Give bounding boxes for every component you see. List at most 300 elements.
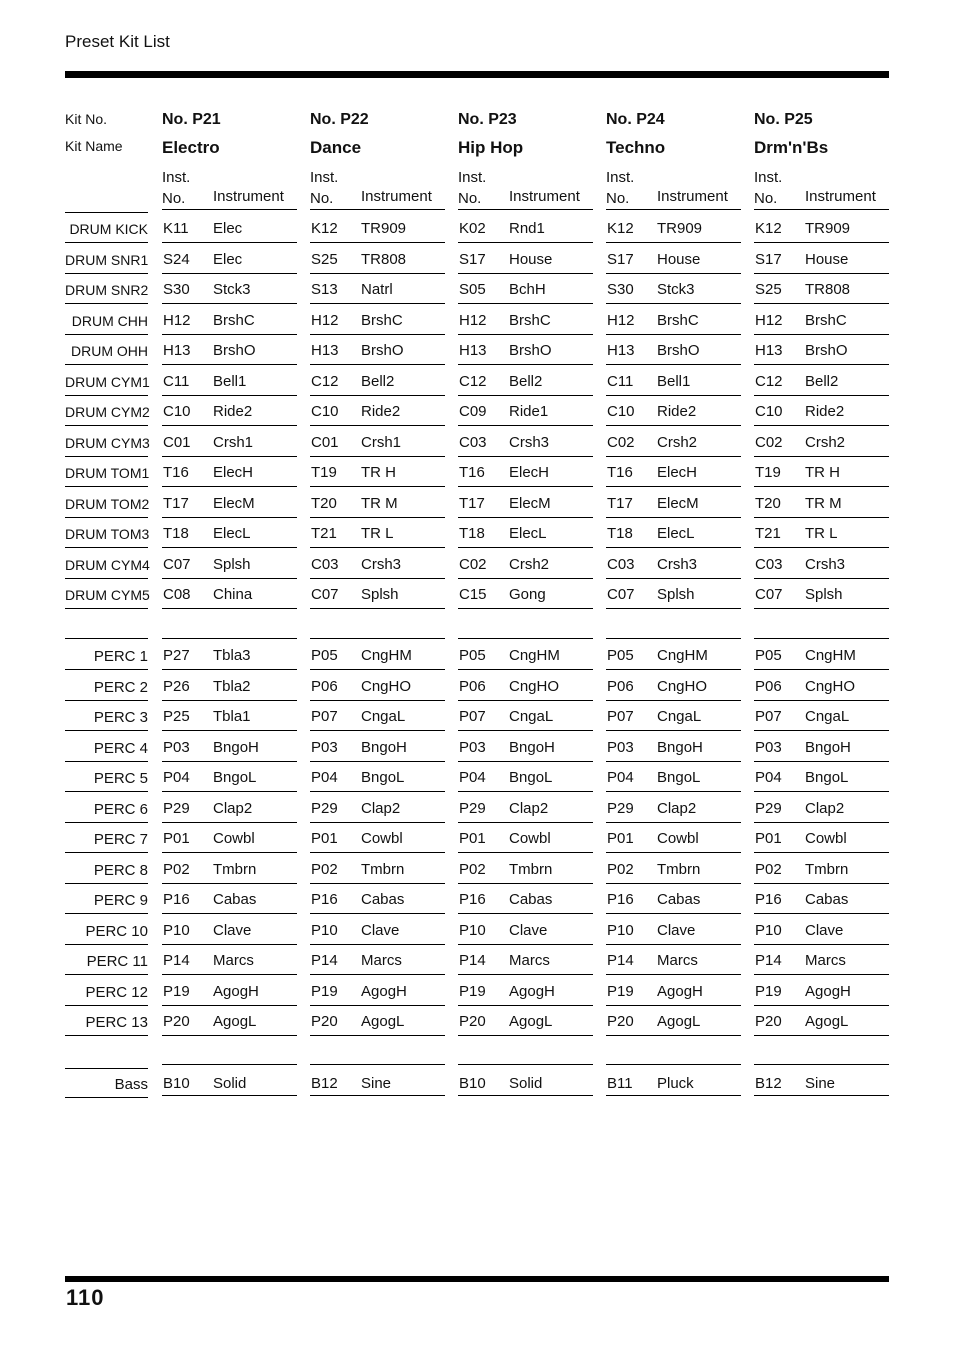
inst-number: K02 (459, 220, 486, 237)
row-label: DRUM CYM5 (65, 587, 150, 603)
inst-number: S30 (163, 281, 190, 298)
row-rule (606, 669, 741, 670)
row-label: DRUM CYM3 (65, 434, 150, 451)
inst-number: C07 (755, 586, 783, 603)
section-rule (754, 1064, 889, 1065)
inst-number: P06 (607, 677, 634, 695)
row-rule (310, 486, 445, 487)
inst-number: P25 (163, 708, 190, 725)
inst-number: C09 (459, 403, 487, 420)
kit-column-header (310, 111, 445, 211)
row-rule (65, 303, 148, 304)
inst-no-header: Inst. No. (310, 169, 339, 207)
instrument-name: AgogH (361, 982, 407, 1000)
row-rule (310, 273, 445, 274)
instrument-name: Tmbrn (213, 860, 257, 878)
row-rule (310, 364, 445, 365)
kit-column-header (754, 111, 889, 211)
row-rule (458, 395, 593, 396)
instrument-name: TR H (361, 464, 396, 481)
instrument-name: Elec (213, 220, 243, 237)
inst-number: C12 (311, 372, 339, 390)
instrument-header: Instrument (509, 188, 580, 205)
instrument-name: Splsh (805, 586, 843, 603)
inst-number: T17 (163, 494, 189, 512)
row-rule (458, 608, 593, 609)
row-rule (65, 456, 148, 457)
row-rule (65, 242, 148, 243)
instrument-name: Stck3 (213, 281, 251, 298)
kit-no-label: Kit No. (65, 111, 108, 127)
row-rule (754, 944, 889, 945)
inst-number: T20 (311, 494, 337, 512)
row-rule (458, 974, 593, 975)
row-rule (310, 822, 445, 823)
row-rule (310, 1005, 445, 1006)
row-rule (606, 852, 741, 853)
inst-number: P10 (311, 921, 338, 939)
row-rule (458, 364, 593, 365)
row-rule (606, 730, 741, 731)
row-rule (65, 486, 148, 487)
instrument-name: TR909 (657, 220, 703, 237)
row-rule (162, 791, 297, 792)
row-rule (458, 822, 593, 823)
instrument-name: Marcs (805, 952, 846, 969)
instrument-name: Cowbl (361, 830, 403, 847)
row-rule (606, 608, 741, 609)
inst-number: P06 (311, 677, 338, 695)
inst-number: K12 (311, 220, 338, 237)
row-label: PERC 13 (85, 1014, 148, 1031)
inst-number: C10 (755, 403, 783, 420)
row-label: PERC 1 (93, 648, 148, 665)
inst-number: P19 (163, 982, 190, 1000)
instrument-name: Clap2 (509, 799, 549, 817)
row-label: PERC 2 (93, 678, 148, 696)
instrument-name: Bell1 (657, 372, 691, 390)
section-rule (65, 638, 148, 639)
inst-number: P02 (459, 860, 486, 878)
row-rule (458, 761, 593, 762)
row-rule (754, 883, 889, 884)
inst-number: P04 (755, 769, 782, 786)
inst-number: P10 (755, 921, 782, 939)
row-rule (606, 303, 741, 304)
inst-number: P20 (459, 1013, 486, 1030)
row-label: PERC 11 (86, 953, 148, 970)
row-label: DRUM OHH (71, 343, 148, 359)
row-rule (754, 273, 889, 274)
row-rule (310, 303, 445, 304)
instrument-name: House (805, 250, 849, 268)
inst-number: P01 (755, 830, 782, 847)
instrument-name: Cabas (805, 891, 849, 908)
row-rule (754, 1095, 889, 1096)
row-rule (162, 1005, 297, 1006)
row-rule (162, 944, 297, 945)
instrument-name: Cabas (509, 891, 553, 908)
kit-column-header (162, 111, 297, 211)
instrument-name: Crsh2 (509, 555, 550, 573)
instrument-name: TR H (805, 464, 840, 481)
instrument-name: ElecM (509, 494, 551, 512)
row-rule (65, 761, 148, 762)
instrument-name: Solid (213, 1075, 247, 1092)
instrument-name: Stck3 (657, 281, 695, 298)
row-rule (162, 822, 297, 823)
instrument-name: BrshC (361, 311, 403, 329)
inst-number: C01 (311, 433, 339, 451)
inst-no-header: Inst. No. (458, 169, 487, 207)
inst-no-header: Inst. No. (606, 169, 635, 207)
inst-number: H13 (163, 342, 191, 359)
instrument-name: Crsh1 (213, 433, 254, 451)
row-rule (310, 242, 445, 243)
row-rule (606, 364, 741, 365)
row-rule (606, 761, 741, 762)
instrument-name: Marcs (657, 952, 698, 969)
row-rule (310, 883, 445, 884)
instrument-name: AgogL (213, 1013, 257, 1030)
instrument-name: Clave (213, 921, 252, 939)
instrument-name: Splsh (657, 586, 695, 603)
instrument-name: House (509, 250, 553, 268)
row-rule (754, 974, 889, 975)
inst-number: P10 (459, 921, 486, 939)
row-rule (65, 883, 148, 884)
instrument-name: Clap2 (361, 799, 401, 817)
row-rule (65, 852, 148, 853)
kit-number: No. P25 (754, 111, 813, 128)
inst-number: P10 (607, 921, 634, 939)
inst-number: S13 (311, 281, 338, 298)
row-rule (65, 669, 148, 670)
row-rule (754, 700, 889, 701)
instrument-name: TR L (805, 525, 838, 542)
kit-column-header (458, 111, 593, 211)
instrument-name: Clave (805, 921, 844, 939)
inst-number: H13 (311, 342, 339, 359)
kit-number: No. P23 (458, 111, 517, 128)
instrument-name: BrshO (509, 342, 552, 359)
instrument-name: Bell2 (509, 372, 543, 390)
instrument-name: ElecH (657, 464, 698, 481)
instrument-name: Tmbrn (657, 860, 701, 878)
inst-number: H12 (163, 311, 191, 329)
kit-number: No. P22 (310, 111, 369, 128)
row-rule (458, 273, 593, 274)
row-rule (65, 974, 148, 975)
row-rule (310, 791, 445, 792)
row-rule (606, 486, 741, 487)
row-rule (310, 334, 445, 335)
inst-number: P20 (607, 1013, 634, 1030)
inst-number: S25 (311, 250, 338, 268)
row-rule (162, 456, 297, 457)
top-rule (65, 71, 889, 78)
instrument-name: BrshO (657, 342, 700, 359)
instrument-name: Crsh1 (361, 433, 402, 451)
row-rule (162, 578, 297, 579)
row-rule (606, 1095, 741, 1096)
row-rule (65, 364, 148, 365)
row-rule (162, 364, 297, 365)
instrument-name: TR M (805, 494, 842, 512)
inst-number: P16 (755, 891, 782, 908)
inst-number: P02 (163, 860, 190, 878)
row-rule (65, 700, 148, 701)
row-label: PERC 6 (93, 800, 148, 818)
inst-number: T21 (755, 525, 781, 542)
row-label: DRUM CYM2 (65, 404, 150, 420)
row-label: PERC 9 (93, 892, 148, 909)
row-label: PERC 8 (93, 861, 148, 879)
instrument-name: CngHM (657, 647, 708, 664)
inst-number: P02 (311, 860, 338, 878)
inst-number: K12 (755, 220, 782, 237)
inst-number: B11 (607, 1075, 633, 1092)
instrument-name: Pluck (657, 1075, 694, 1092)
instrument-name: Bell1 (213, 372, 247, 390)
instrument-name: BngoH (805, 738, 851, 756)
instrument-name: Cowbl (213, 830, 255, 847)
section-rule (65, 1068, 148, 1069)
header-rule (458, 209, 593, 210)
row-rule (606, 1035, 741, 1036)
row-rule (458, 883, 593, 884)
inst-number: P01 (607, 830, 634, 847)
row-rule (310, 517, 445, 518)
instrument-name: Tmbrn (361, 860, 405, 878)
header-rule (606, 209, 741, 210)
row-rule (65, 517, 148, 518)
page-header-title: Preset Kit List (65, 32, 170, 51)
row-rule (162, 761, 297, 762)
inst-number: S25 (755, 281, 782, 298)
row-rule (458, 456, 593, 457)
inst-number: P03 (755, 738, 782, 756)
inst-number: C10 (163, 403, 191, 420)
instrument-name: Tbla1 (213, 708, 251, 725)
inst-number: P07 (311, 708, 338, 725)
row-label: PERC 5 (93, 770, 148, 787)
row-rule (65, 1097, 148, 1098)
row-rule (458, 578, 593, 579)
instrument-name: ElecL (213, 525, 251, 542)
instrument-name: CngHM (805, 647, 856, 664)
instrument-name: CngaL (361, 708, 406, 725)
inst-number: P07 (755, 708, 782, 725)
row-rule (606, 944, 741, 945)
row-rule (458, 517, 593, 518)
instrument-name: House (657, 250, 701, 268)
row-rule (606, 883, 741, 884)
instrument-name: Cabas (213, 891, 257, 908)
inst-no-header: Inst. No. (162, 169, 191, 207)
inst-number: S17 (607, 250, 634, 268)
instrument-name: AgogL (657, 1013, 701, 1030)
row-rule (65, 425, 148, 426)
instrument-name: BrshO (213, 342, 256, 359)
row-rule (458, 334, 593, 335)
row-rule (754, 791, 889, 792)
inst-number: P05 (311, 647, 338, 664)
row-label-bass: Bass (114, 1076, 148, 1093)
instrument-name: Tmbrn (805, 860, 849, 878)
row-rule (606, 822, 741, 823)
inst-number: P01 (311, 830, 338, 847)
inst-number: H13 (459, 342, 487, 359)
inst-number: P29 (755, 799, 782, 817)
row-label: DRUM CYM1 (65, 373, 150, 390)
instrument-name: Ride1 (509, 403, 549, 420)
row-rule (754, 852, 889, 853)
inst-number: C03 (755, 555, 783, 573)
row-rule (310, 1095, 445, 1096)
inst-number: P29 (607, 799, 634, 817)
inst-number: P14 (459, 952, 486, 969)
header-rule (65, 212, 148, 213)
row-rule (310, 669, 445, 670)
inst-number: P05 (607, 647, 634, 664)
row-rule (310, 700, 445, 701)
inst-number: C15 (459, 586, 487, 603)
row-label: PERC 12 (85, 983, 148, 1001)
inst-number: H12 (311, 311, 339, 329)
row-rule (310, 944, 445, 945)
row-rule (754, 517, 889, 518)
inst-number: P29 (163, 799, 190, 817)
row-rule (310, 456, 445, 457)
inst-number: P06 (755, 677, 782, 695)
instrument-name: Bell2 (805, 372, 839, 390)
inst-number: C03 (311, 555, 339, 573)
inst-number: P01 (459, 830, 486, 847)
instrument-name: CngaL (805, 708, 850, 725)
inst-number: P03 (311, 738, 338, 756)
instrument-name: AgogH (213, 982, 259, 1000)
instrument-name: CngHO (509, 677, 560, 695)
inst-number: T17 (607, 494, 633, 512)
instrument-name: ElecM (213, 494, 255, 512)
row-rule (458, 303, 593, 304)
row-rule (754, 1035, 889, 1036)
header-rule (310, 209, 445, 210)
row-rule (65, 547, 148, 548)
inst-number: P02 (607, 860, 634, 878)
inst-number: C02 (607, 433, 635, 451)
inst-number: K12 (607, 220, 634, 237)
row-rule (310, 730, 445, 731)
row-rule (754, 486, 889, 487)
row-rule (606, 1005, 741, 1006)
row-label: DRUM KICK (69, 221, 148, 237)
instrument-name: Rnd1 (509, 220, 545, 237)
instrument-name: CngaL (509, 708, 554, 725)
row-rule (754, 303, 889, 304)
instrument-name: CngHO (805, 677, 856, 695)
instrument-name: CngHM (361, 647, 412, 664)
inst-number: P14 (755, 952, 782, 969)
row-rule (65, 273, 148, 274)
inst-number: P02 (755, 860, 782, 878)
section-rule (162, 1064, 297, 1065)
row-rule (162, 517, 297, 518)
row-rule (65, 913, 148, 914)
row-rule (754, 608, 889, 609)
row-rule (162, 852, 297, 853)
row-rule (458, 486, 593, 487)
instrument-name: Gong (509, 586, 546, 603)
row-rule (162, 242, 297, 243)
row-rule (162, 273, 297, 274)
row-rule (65, 1035, 148, 1036)
instrument-name: TR808 (805, 281, 851, 298)
kit-name: Drm'n'Bs (754, 138, 829, 157)
instrument-name: Cowbl (509, 830, 551, 847)
instrument-name: Elec (213, 250, 243, 268)
instrument-name: AgogH (805, 982, 851, 1000)
inst-number: K11 (163, 220, 189, 237)
inst-number: C11 (607, 372, 634, 390)
instrument-name: Splsh (361, 586, 399, 603)
row-rule (162, 974, 297, 975)
row-rule (162, 669, 297, 670)
instrument-header: Instrument (657, 188, 728, 205)
row-rule (65, 730, 148, 731)
instrument-name: TR808 (361, 250, 407, 268)
row-rule (754, 913, 889, 914)
instrument-name: Crsh3 (361, 555, 402, 573)
row-rule (310, 547, 445, 548)
row-label: PERC 3 (93, 709, 148, 726)
instrument-name: BngoL (361, 769, 405, 786)
inst-number: H13 (607, 342, 635, 359)
row-rule (310, 761, 445, 762)
instrument-name: Cowbl (805, 830, 847, 847)
inst-number: H13 (755, 342, 783, 359)
inst-number: P10 (163, 921, 190, 939)
row-rule (162, 608, 297, 609)
inst-number: H12 (607, 311, 635, 329)
header-rule (162, 209, 297, 210)
instrument-name: Ride2 (657, 403, 697, 420)
inst-number: C10 (311, 403, 339, 420)
inst-number: T18 (607, 525, 633, 542)
inst-number: B10 (459, 1075, 486, 1092)
inst-number: P07 (459, 708, 486, 725)
row-label: DRUM TOM2 (65, 495, 150, 512)
inst-number: P19 (755, 982, 782, 1000)
instrument-name: Tbla3 (213, 647, 251, 664)
instrument-name: Ride2 (213, 403, 253, 420)
row-rule (606, 334, 741, 335)
instrument-name: ElecL (657, 525, 695, 542)
section-rule (606, 638, 741, 639)
inst-number: P20 (311, 1013, 338, 1030)
inst-number: P03 (163, 738, 190, 756)
row-rule (458, 944, 593, 945)
instrument-name: TR909 (805, 220, 851, 237)
kit-number: No. P24 (606, 111, 665, 128)
section-rule (310, 1064, 445, 1065)
row-rule (65, 334, 148, 335)
row-rule (606, 456, 741, 457)
instrument-name: Clap2 (213, 799, 253, 817)
section-rule (754, 638, 889, 639)
row-rule (310, 974, 445, 975)
